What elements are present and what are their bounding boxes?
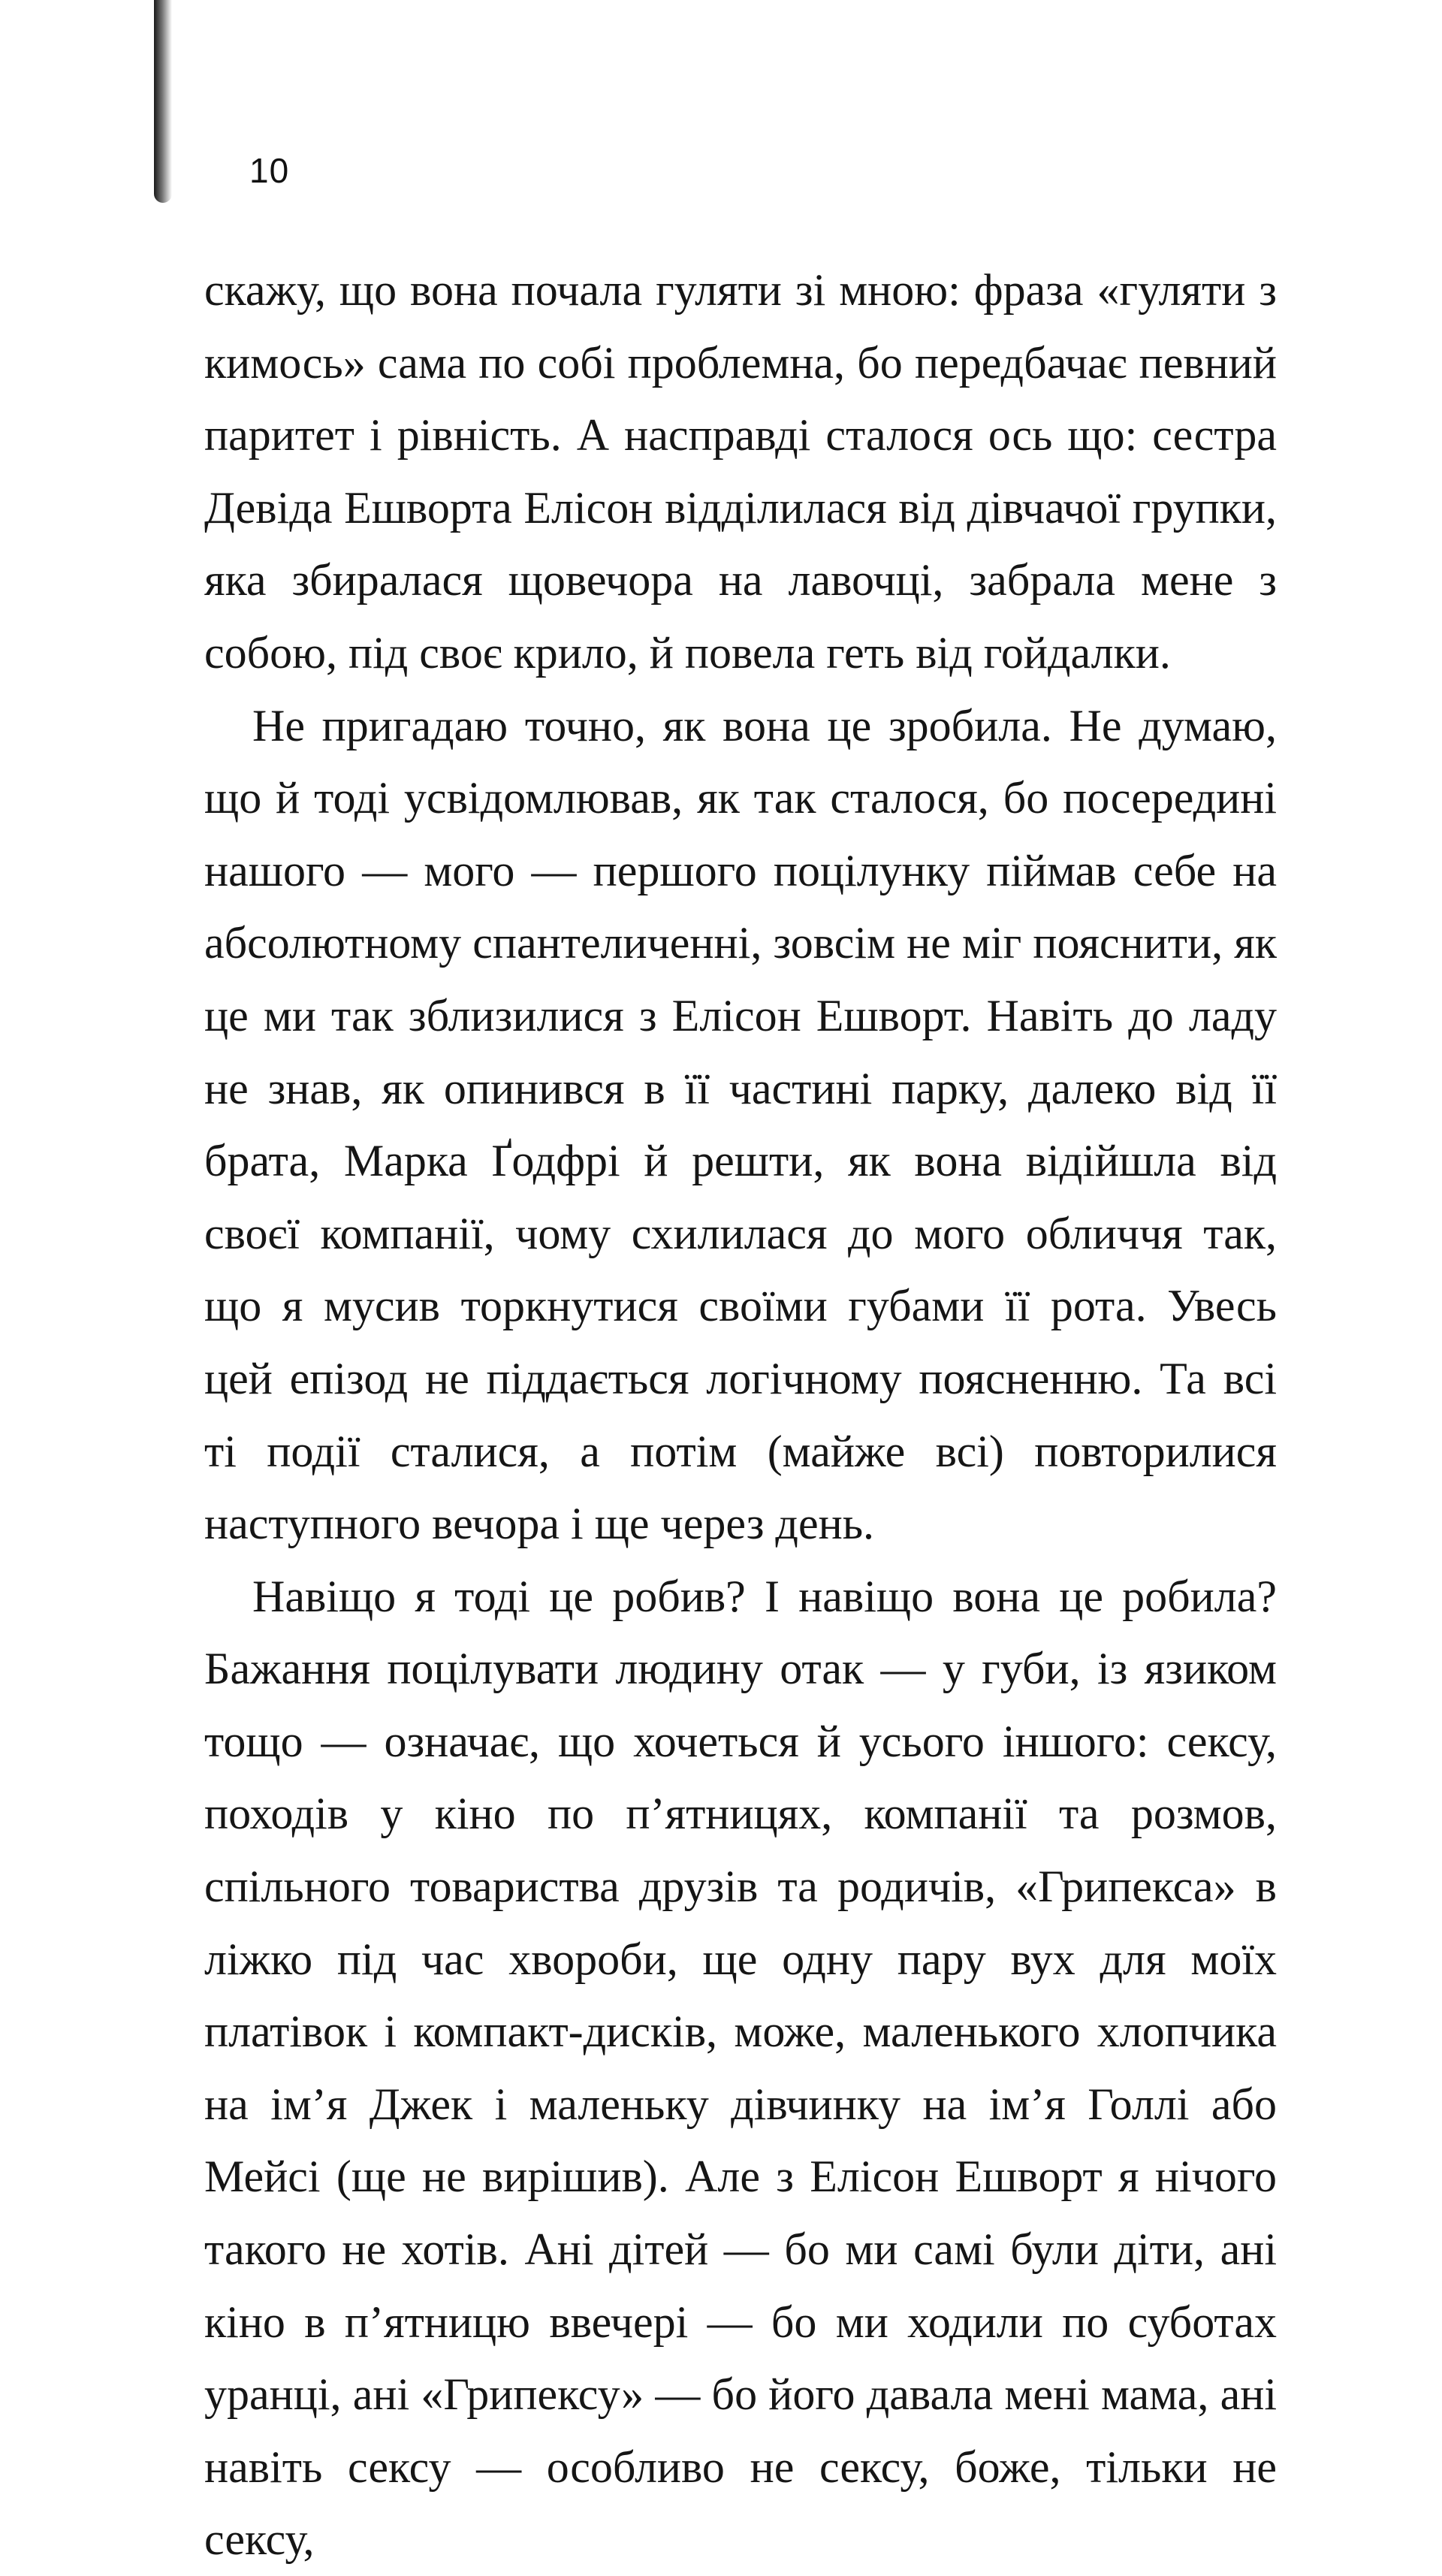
binding-edge-shadow	[154, 0, 172, 203]
paragraph-3: Навіщо я тоді це робив? І навіщо вона це робила? Бажання поцілувати людину отак — у губи, із язиком тощо — означає, що хочеться й усього іншого: сексу, походів у кіно по п’ятницях, компанії та розмов, спільного товариства друзів та родичів, «Грипекса» в ліжко під час хвороби, ще одну пару вух для моїх платівок і компакт-дисків, може, маленького хлопчика на ім’я Джек і маленьку дівчинку на ім’я Голлі або Мейсі (ще не вирішив). Але з Елісон Ешворт я нічого такого не хотів. Ані дітей — бо ми самі були діти, ані кіно в п’ятницю ввечері — бо ми ходили по суботах уранці, ані «Грипексу» — бо його давала мені мама, ані навіть сексу — особливо не сексу, боже, тільки не сексу,	[204, 1571, 1277, 2565]
paragraph-1: скажу, що вона почала гуляти зі мною: фраза «гуляти з кимось» сама по собі проблемна, бо передбачає певний паритет і рівність. А насправді сталося ось що: сестра Девіда Ешворта Елісон відділилася від дівчачої групки, яка збиралася щовечора на лавочці, забрала мене з собою, під своє крило, й повела геть від гойдалки.	[204, 265, 1277, 678]
paragraph-2: Не пригадаю точно, як вона це зробила. Не думаю, що й тоді усвідомлював, як так сталося, бо посередині нашого — мого — першого поцілунку піймав себе на абсолютному спантеличенні, зовсім не міг пояснити, як це ми так зблизилися з Елісон Ешворт. Навіть до ладу не знав, як опинився в її частині парку, далеко від її брата, Марка Ґодфрі й решти, як вона відійшла від своєї компанії, чому схилилася до мого обличчя так, що я мусив торкнутися своїми губами її рота. Увесь цей епізод не піддається логічному поясненню. Та всі ті події сталися, а потім (майже всі) повторилися наступного вечора і ще через день.	[204, 700, 1277, 1549]
body-text	[204, 254, 1277, 2576]
page-number: 10	[249, 151, 290, 190]
